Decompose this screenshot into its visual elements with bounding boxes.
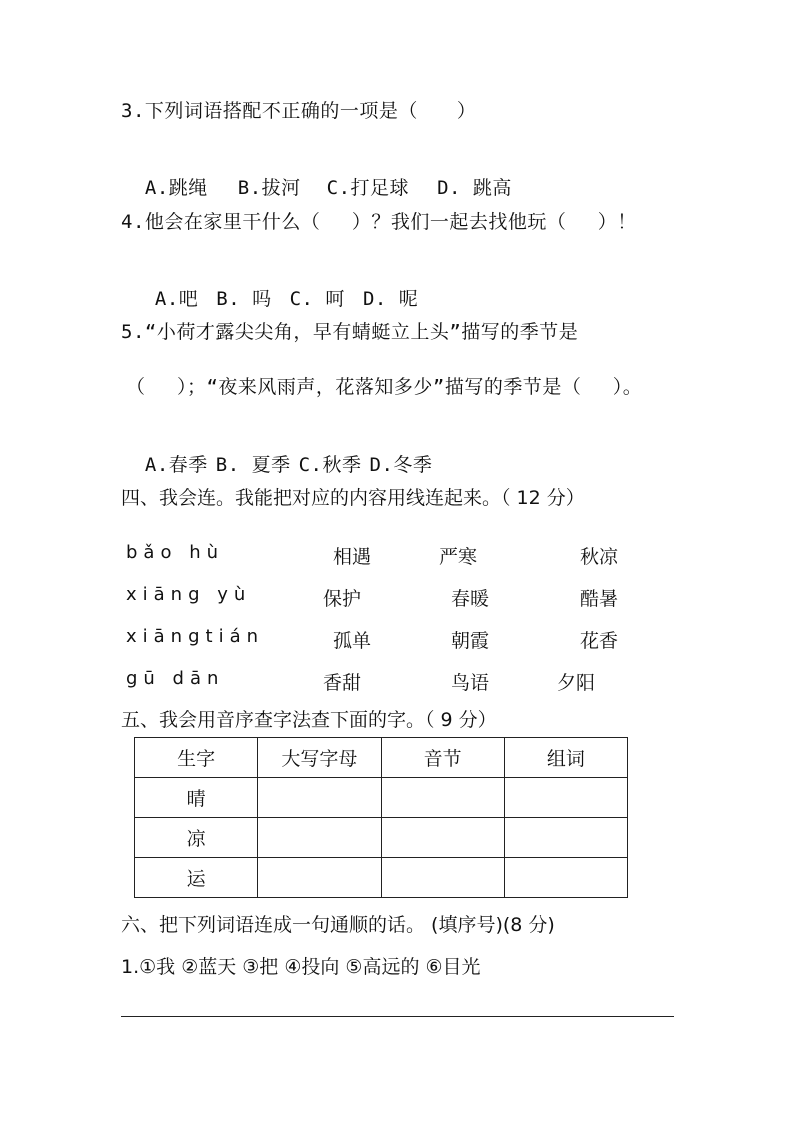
q5-line-2: （ ）；“夜来风雨声，花落知多少”描写的季节是（ ）。 bbox=[126, 376, 643, 398]
match-word: 酷暑 bbox=[580, 588, 619, 610]
answer-cell[interactable] bbox=[258, 818, 381, 858]
table-row bbox=[135, 818, 628, 858]
q5-option-c: C.秋季 bbox=[298, 454, 362, 476]
match-word: 保护 bbox=[323, 588, 362, 610]
match-word: 秋凉 bbox=[580, 546, 619, 568]
q4-option-d: D. 呢 bbox=[362, 288, 419, 310]
q3-option-a: A.跳绳 bbox=[144, 177, 208, 199]
pinyin-1: bǎo hù bbox=[126, 542, 225, 563]
match-word: 香甜 bbox=[323, 672, 362, 694]
character-cell: 晴 bbox=[135, 778, 258, 818]
answer-cell[interactable] bbox=[258, 858, 381, 898]
header-character: 生字 bbox=[135, 738, 258, 778]
q5-option-b: B. 夏季 bbox=[215, 454, 291, 476]
q4-options bbox=[131, 266, 418, 310]
header-syllable: 音节 bbox=[381, 738, 504, 778]
section-6-title: 六、把下列词语连成一句通顺的话。 (填序号)(8 分) bbox=[121, 914, 555, 936]
q4-option-a: A.吧 bbox=[154, 288, 199, 310]
q3-options bbox=[121, 155, 512, 199]
header-capital-letter: 大写字母 bbox=[258, 738, 381, 778]
table-row bbox=[135, 778, 628, 818]
q5-line-1: 5.“小荷才露尖尖角，早有蜻蜓立上头”描写的季节是 bbox=[121, 321, 579, 343]
q3-option-c: C.打足球 bbox=[326, 177, 410, 199]
q4-question: 4.他会在家里干什么（ ）？我们一起去找他玩（ ）！ bbox=[121, 211, 637, 233]
match-word: 相遇 bbox=[333, 546, 372, 568]
table-header-row bbox=[135, 738, 628, 778]
table-row bbox=[135, 858, 628, 898]
character-cell: 运 bbox=[135, 858, 258, 898]
answer-cell[interactable] bbox=[381, 778, 504, 818]
q5-options bbox=[121, 432, 432, 476]
answer-cell[interactable] bbox=[504, 858, 627, 898]
pinyin-3: xiāngtián bbox=[126, 626, 265, 647]
phonetic-lookup-table bbox=[134, 737, 628, 898]
section-4-title: 四、我会连。我能把对应的内容用线连起来。（ 12 分） bbox=[121, 487, 585, 509]
match-word: 朝霞 bbox=[451, 630, 490, 652]
answer-cell[interactable] bbox=[381, 858, 504, 898]
q4-option-b: B. 吗 bbox=[216, 288, 272, 310]
section-5-title: 五、我会用音序查字法查下面的字。（ 9 分） bbox=[121, 709, 497, 731]
answer-cell[interactable] bbox=[381, 818, 504, 858]
q5-option-d: D.冬季 bbox=[369, 454, 433, 476]
match-word: 严寒 bbox=[439, 546, 478, 568]
pinyin-4: gū dān bbox=[126, 668, 225, 689]
match-word: 夕阳 bbox=[557, 672, 596, 694]
q5-option-a: A.春季 bbox=[144, 454, 208, 476]
answer-cell[interactable] bbox=[504, 818, 627, 858]
answer-line[interactable] bbox=[121, 1016, 674, 1017]
section-6-item-1: 1.①我 ②蓝天 ③把 ④投向 ⑤高远的 ⑥目光 bbox=[121, 956, 481, 978]
match-word: 春暖 bbox=[451, 588, 490, 610]
pinyin-2: xiāng yù bbox=[126, 584, 252, 605]
q3-option-d: D. 跳高 bbox=[437, 177, 512, 199]
header-word-formation: 组词 bbox=[504, 738, 627, 778]
match-word: 花香 bbox=[580, 630, 619, 652]
q4-option-c: C. 呵 bbox=[289, 288, 345, 310]
character-cell: 凉 bbox=[135, 818, 258, 858]
q3-question: 3.下列词语搭配不正确的一项是（ ） bbox=[121, 100, 477, 122]
match-word: 孤单 bbox=[333, 630, 372, 652]
answer-cell[interactable] bbox=[258, 778, 381, 818]
answer-cell[interactable] bbox=[504, 778, 627, 818]
match-word: 鸟语 bbox=[451, 672, 490, 694]
q3-option-b: B.拔河 bbox=[237, 177, 301, 199]
